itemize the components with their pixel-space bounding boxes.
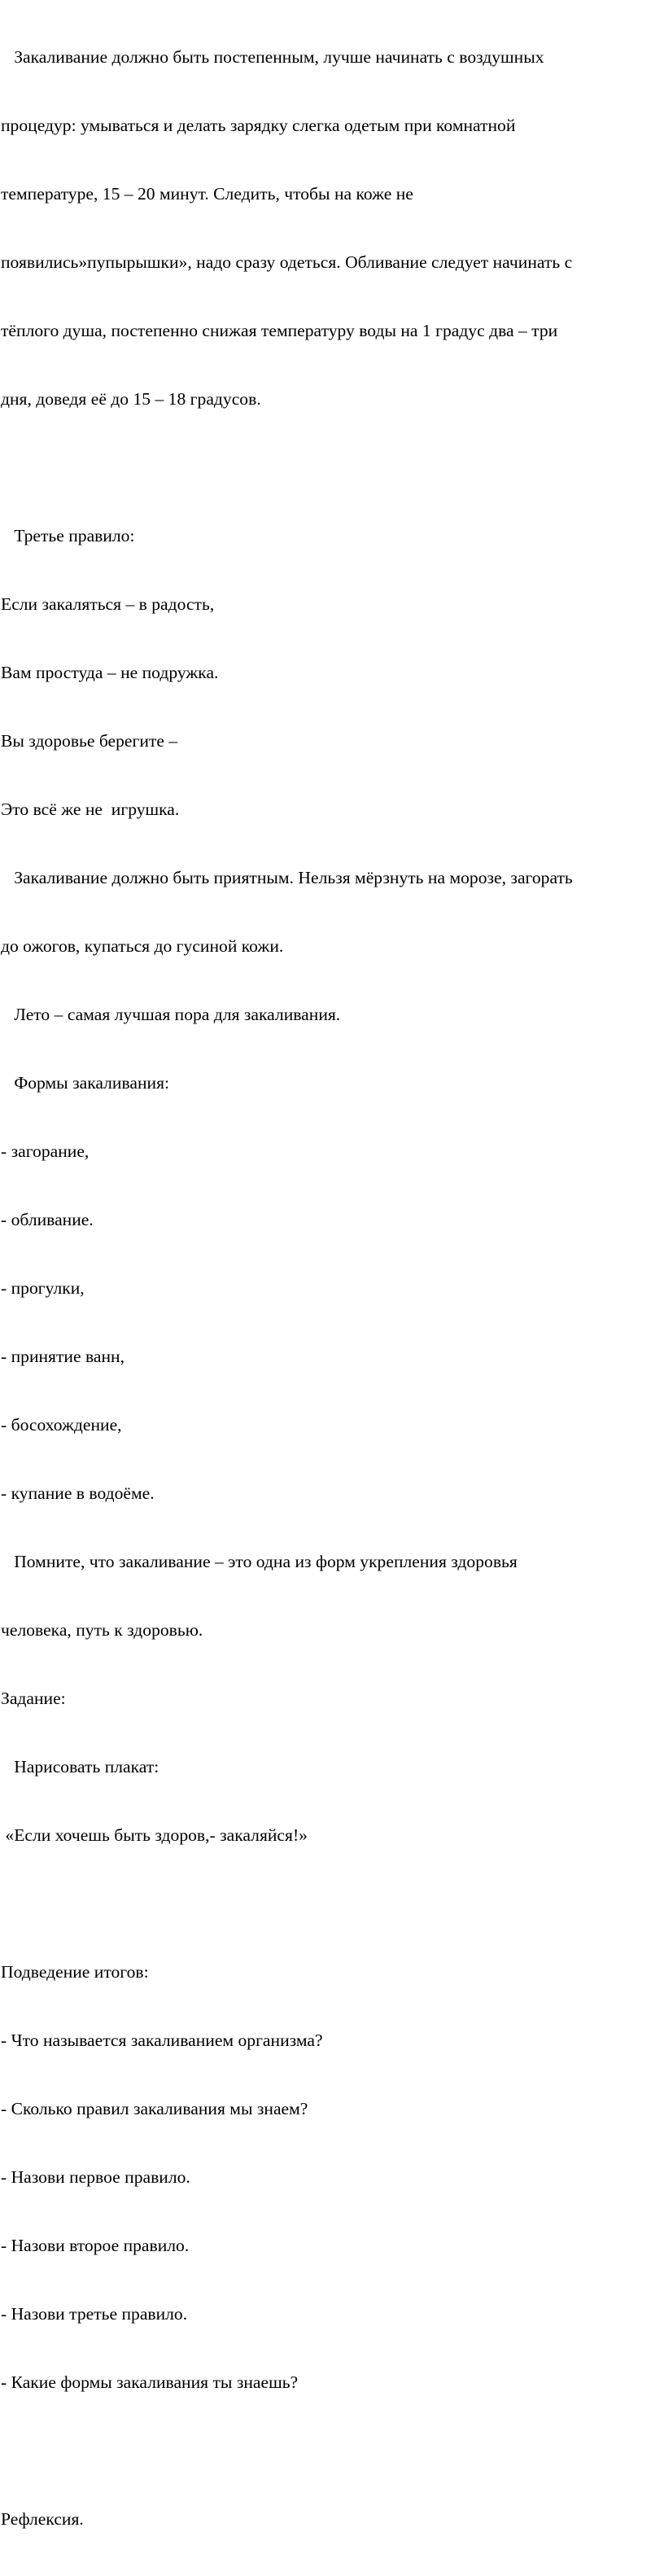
paragraph-line: температуре, 15 – 20 минут. Следить, чтобы на коже не — [1, 184, 413, 204]
paragraph-line: Помните, что закаливание – это одна из форм укрепления здоровья — [1, 1552, 518, 1571]
list-item: - купание в водоёме. — [1, 1483, 155, 1503]
question-item: - Какие формы закаливания ты знаешь? — [1, 2372, 299, 2392]
section-heading: Формы закаливания: — [1, 1073, 170, 1093]
question-item: - Назови третье правило. — [1, 2304, 188, 2324]
poem-line: Вам простуда – не подружка. — [1, 663, 219, 682]
document-text — [1, 0, 662, 2576]
paragraph-line: Нарисовать плакат: — [1, 1757, 159, 1776]
question-item: - Назови первое правило. — [1, 2167, 190, 2187]
rule-heading: Третье правило: — [1, 526, 135, 545]
question-item: - Что называется закаливанием организма? — [1, 2031, 323, 2050]
paragraph-line: дня, доведя её до 15 – 18 градусов. — [1, 389, 261, 409]
poem-line: Это всё же не игрушка. — [1, 800, 180, 819]
list-item: - прогулки, — [1, 1278, 85, 1298]
paragraph-line: человека, путь к здоровью. — [1, 1620, 203, 1640]
poem-line: Если закаляться – в радость, — [1, 594, 215, 614]
section-heading: Подведение итогов: — [1, 1962, 149, 1982]
list-item: - принятие ванн, — [1, 1347, 124, 1366]
paragraph-line: до ожогов, купаться до гусиной кожи. — [1, 936, 284, 956]
paragraph-line: тёплого душа, постепенно снижая температуру воды на 1 градус два – три — [1, 321, 558, 340]
question-item: - Сколько правил закаливания мы знаем? — [1, 2099, 308, 2118]
paragraph-line: Закаливание должно быть приятным. Нельзя мёрзнуть на морозе, загорать — [1, 868, 573, 887]
blank-line — [1, 456, 662, 479]
paragraph-line: процедур: умываться и делать зарядку слегка одетым при комнатной — [1, 116, 516, 135]
paragraph-line: появились»пупырышки», надо сразу одеться. Обливание следует начинать с — [1, 252, 573, 272]
paragraph-line: Лето – самая лучшая пора для закаливания. — [1, 1005, 341, 1024]
poem-line: Вы здоровье берегите – — [1, 731, 178, 751]
question-item: - Назови второе правило. — [1, 2236, 190, 2255]
list-item: - обливание. — [1, 1210, 94, 1229]
blank-line — [1, 2439, 662, 2462]
list-item: - босохождение, — [1, 1415, 122, 1435]
section-heading: Задание: — [1, 1689, 66, 1708]
poster-slogan: «Если хочешь быть здоров,- закаляйся!» — [1, 1825, 308, 1845]
blank-line — [1, 1892, 662, 1915]
paragraph-line: Закаливание должно быть постепенным, лучше начинать с воздушных — [1, 47, 544, 67]
section-heading: Рефлексия. — [1, 2509, 84, 2529]
list-item: - загорание, — [1, 1141, 90, 1161]
